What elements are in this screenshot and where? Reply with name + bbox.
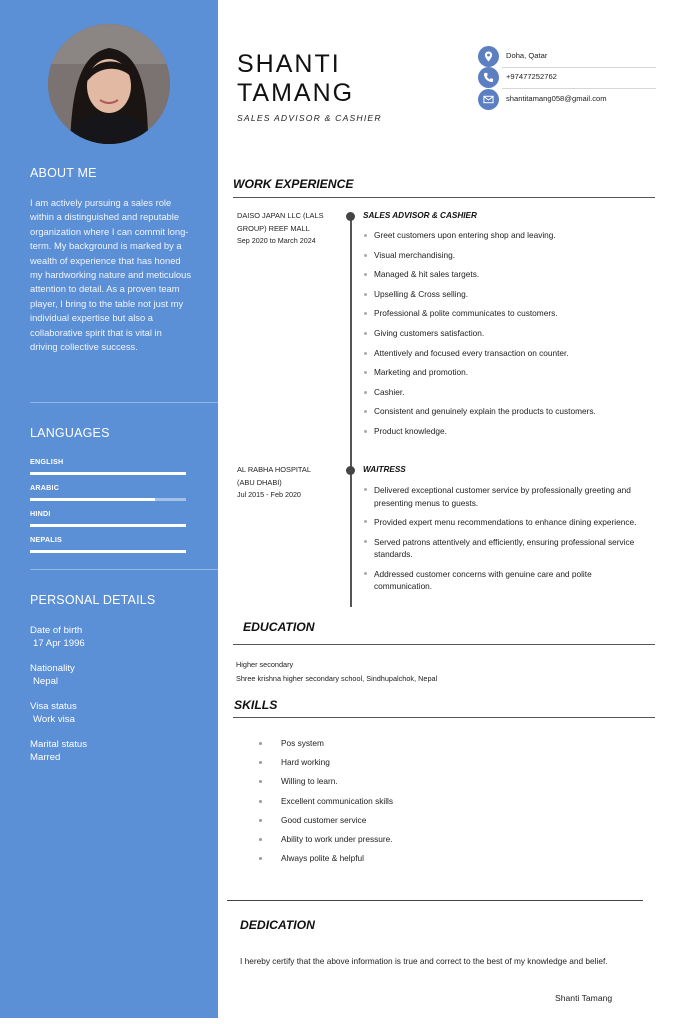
education-heading: EDUCATION: [243, 620, 315, 634]
visa-status: [30, 701, 77, 726]
list-item: Hard working: [258, 757, 393, 776]
language-name: NEPALIS: [30, 535, 63, 544]
section-rule: [227, 900, 643, 901]
work-experience-heading: WORK EXPERIENCE: [233, 177, 354, 191]
company-name-line: AL RABHA HOSPITAL: [237, 465, 311, 474]
list-item: Served patrons attentively and efficiently, ensuring professional service standards.: [363, 536, 648, 561]
job-duties-list: [363, 230, 653, 446]
visa-label: Visa status: [30, 701, 77, 712]
job-role: WAITRESS: [363, 465, 406, 474]
company-name-line: GROUP) REEF MALL: [237, 223, 310, 233]
personal-details-heading: PERSONAL DETAILS: [30, 593, 156, 607]
phone-text: +97477252762: [506, 72, 557, 81]
list-item: Consistent and genuinely explain the products to customers.: [363, 406, 653, 426]
visa-value: Work visa: [33, 713, 75, 725]
marital-value: Marred: [30, 751, 61, 763]
list-item: Ability to work under pressure.: [258, 834, 393, 853]
sidebar: [0, 0, 218, 1018]
candidate-name: [237, 50, 354, 108]
location-text: Doha, Qatar: [506, 51, 548, 60]
nationality-value: Nepal: [33, 675, 59, 687]
language-name: ENGLISH: [30, 457, 64, 466]
education-level: Higher secondary: [236, 660, 294, 669]
list-item: Delivered exceptional customer service by professionally greeting and presenting menus to guests.: [363, 484, 648, 509]
location-icon: [478, 46, 499, 67]
job-role: SALES ADVISOR & CASHIER: [363, 211, 477, 220]
job-title: SALES ADVISOR & CASHIER: [237, 113, 382, 123]
language-name: HINDI: [30, 509, 51, 518]
email-icon: [478, 89, 499, 110]
list-item: Visual merchandising.: [363, 250, 653, 270]
language-level-fill: [30, 498, 155, 501]
phone-icon: [478, 67, 499, 88]
profile-photo: [48, 24, 170, 144]
language-level-bar: [30, 550, 186, 553]
company-name-line: (ABU DHABI): [237, 477, 282, 487]
dob-label: Date of birth: [30, 625, 83, 636]
list-item: Upselling & Cross selling.: [363, 289, 653, 309]
marital-status: [30, 739, 87, 764]
language-name: ARABIC: [30, 483, 60, 492]
sidebar-divider: [30, 402, 218, 403]
job-company: [237, 210, 337, 248]
nationality: [30, 663, 75, 688]
list-item: Cashier.: [363, 387, 653, 407]
about-text: I am actively pursuing a sales role within a distinguished and reputable organization where I can commit long-term. My background is marked by a wealth of experience that has honed my hardworking nature and meticulous attention to detail. As a proven team player, I bring to the table not just my individual expertise but also a collaborative spirit that is vital in driving collective success.: [30, 197, 192, 353]
about-heading: ABOUT ME: [30, 166, 97, 180]
last-name: TAMANG: [237, 79, 355, 107]
job-dates: Sep 2020 to March 2024: [237, 236, 316, 245]
company-name-line: DAISO JAPAN LLC (LALS: [237, 211, 324, 220]
job-duties-list: [363, 484, 648, 600]
email-text: shantitamang058@gmail.com: [506, 94, 607, 103]
list-item: Always polite & helpful: [258, 853, 393, 872]
language-level-fill: [30, 472, 186, 475]
timeline-dot: [346, 212, 355, 221]
section-rule: [233, 717, 655, 718]
language-level-fill: [30, 550, 186, 553]
list-item: Professional & polite communicates to customers.: [363, 308, 653, 328]
signature-name: Shanti Tamang: [555, 993, 613, 1003]
contact-phone: [478, 67, 656, 87]
profile-photo-image: [48, 24, 170, 144]
language-item: [30, 535, 188, 553]
list-item: Addressed customer concerns with genuine care and polite communication.: [363, 568, 648, 593]
skills-list: [258, 738, 393, 872]
contact-location: [478, 46, 656, 66]
language-level-bar: [30, 472, 186, 475]
list-item: Good customer service: [258, 815, 393, 834]
language-level-bar: [30, 498, 186, 501]
first-name: SHANTI: [237, 50, 341, 78]
list-item: Pos system: [258, 738, 393, 757]
job-dates: Jul 2015 - Feb 2020: [237, 490, 301, 499]
language-item: [30, 483, 188, 501]
timeline-dot: [346, 466, 355, 475]
nationality-label: Nationality: [30, 663, 75, 674]
section-rule: [233, 197, 655, 198]
list-item: Greet customers upon entering shop and leaving.: [363, 230, 653, 250]
section-rule: [233, 644, 655, 645]
education-school: Shree krishna higher secondary school, Sindhupalchok, Nepal: [236, 674, 438, 683]
list-item: Provided expert menu recommendations to enhance dining experience.: [363, 516, 648, 529]
list-item: Marketing and promotion.: [363, 367, 653, 387]
languages-heading: LANGUAGES: [30, 426, 110, 440]
education-entry: [236, 658, 437, 686]
language-item: [30, 509, 188, 527]
language-level-fill: [30, 524, 186, 527]
job-company: [237, 464, 337, 502]
timeline-line: [350, 214, 352, 607]
language-level-bar: [30, 524, 186, 527]
date-of-birth: [30, 625, 85, 650]
list-item: Giving customers satisfaction.: [363, 328, 653, 348]
language-item: [30, 457, 188, 475]
list-item: Willing to learn.: [258, 776, 393, 795]
contact-email: [478, 89, 656, 109]
list-item: Product knowledge.: [363, 426, 653, 446]
marital-label: Marital status: [30, 739, 88, 750]
list-item: Attentively and focused every transaction on counter.: [363, 348, 653, 368]
list-item: Excellent communication skills: [258, 796, 393, 815]
dedication-heading: DEDICATION: [240, 918, 315, 932]
dob-value: 17 Apr 1996: [33, 637, 85, 649]
dedication-text: I hereby certify that the above information is true and correct to the best of my knowledge and belief.: [240, 956, 608, 966]
sidebar-divider: [30, 569, 218, 570]
skills-heading: SKILLS: [234, 698, 278, 712]
list-item: Managed & hit sales targets.: [363, 269, 653, 289]
